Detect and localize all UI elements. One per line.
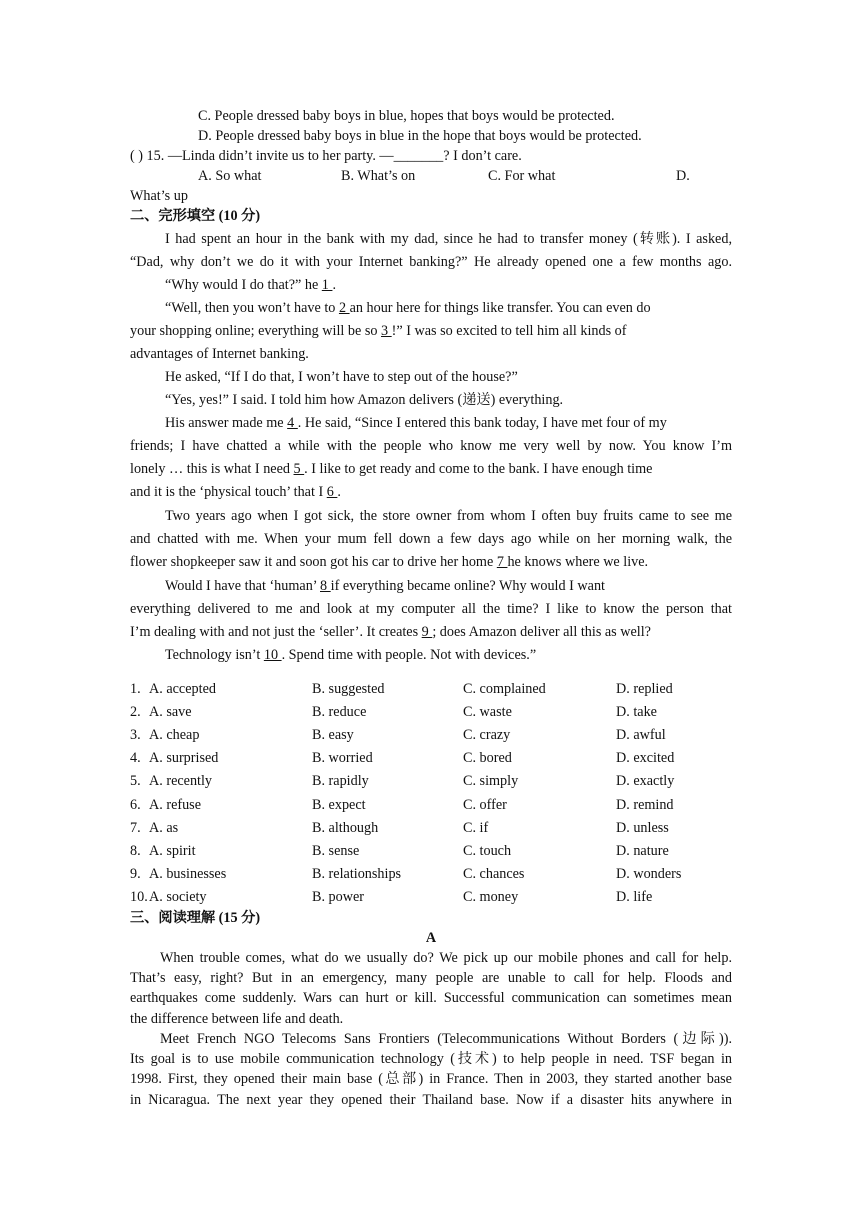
option-d: D. take <box>616 704 657 721</box>
option-row <box>130 679 732 699</box>
q15-stem: ( ) 15. —Linda didn’t invite us to her party. —_______? I don’t care. <box>130 148 522 164</box>
blank-7: 7 <box>496 554 508 570</box>
cloze-line: He asked, “If I do that, I won’t have to step out of the house?” <box>165 369 518 385</box>
blank-3: 3 <box>381 323 392 339</box>
option-d: D. awful <box>616 727 666 744</box>
cloze-line: lonely … this is what I need 5 . I like to get ready and come to the bank. I have enough time <box>130 461 653 477</box>
cloze-line: His answer made me 4 . He said, “Since I entered this bank today, I have met four of my <box>165 415 667 431</box>
blank-9: 9 <box>421 624 433 640</box>
cloze-line: and chatted with me. When your mum fell down a few days ago while on her morning walk, the <box>130 531 732 547</box>
blank-1: 1 <box>321 277 333 293</box>
option-c: C. bored <box>463 750 512 767</box>
reading-line: That’s easy, right? But in an emergency, many people are unable to call for help. Floods and <box>130 970 732 986</box>
option-number: 6. <box>130 796 141 813</box>
option-d: D. remind <box>616 796 674 813</box>
option-a: A. save <box>149 704 192 721</box>
q15-option-d: D. <box>676 168 690 184</box>
option-row <box>130 771 732 791</box>
reading-line: 1998. First, they opened their main base (总部) in France. Then in 2003, they started another base <box>130 1071 732 1087</box>
option-number: 10. <box>130 888 148 905</box>
cloze-line: Two years ago when I got sick, the store owner from whom I often buy fruits came to see me <box>165 508 732 524</box>
q15-option-b: B. What’s on <box>341 168 416 184</box>
option-c: C. if <box>463 819 489 836</box>
option-a: A. accepted <box>149 681 216 697</box>
cloze-line: I had spent an hour in the bank with my dad, since he had to transfer money (转账). I asked, <box>165 231 732 247</box>
blank-10: 10 <box>263 647 282 663</box>
q15-option-a: A. So what <box>198 168 262 184</box>
option-row <box>130 818 732 838</box>
option-a: A. society <box>149 888 207 905</box>
option-b: B. reduce <box>312 704 367 721</box>
option-c: C. complained <box>463 681 546 697</box>
option-c: C. crazy <box>463 727 511 744</box>
option-row <box>130 795 732 815</box>
q15-option-d-wrap: What’s up <box>130 188 188 204</box>
option-b: B. easy <box>312 727 354 744</box>
blank-8: 8 <box>320 578 331 594</box>
cloze-line: advantages of Internet banking. <box>130 346 309 362</box>
option-number: 7. <box>130 819 141 836</box>
cloze-line: everything delivered to me and look at my computer all the time? I like to know the person that <box>130 601 732 617</box>
option-d: D. exactly <box>616 773 675 790</box>
option-a: A. surprised <box>149 750 219 767</box>
q14-option-c: C. People dressed baby boys in blue, hopes that boys would be protected. <box>198 108 615 124</box>
option-row <box>130 841 732 861</box>
option-row <box>130 702 732 722</box>
cloze-line: and it is the ‘physical touch’ that I 6 . <box>130 484 341 500</box>
reading-line: earthquakes come suddenly. Wars can hurt or kill. Successful communication can sometimes mean <box>130 990 732 1006</box>
option-d: D. nature <box>616 842 669 859</box>
option-c: C. money <box>463 888 519 905</box>
option-row <box>130 748 732 768</box>
q14-option-d: D. People dressed baby boys in blue in the hope that boys would be protected. <box>198 128 642 144</box>
passage-label: A <box>425 930 437 946</box>
option-c: C. touch <box>463 842 512 859</box>
q15-option-c: C. For what <box>488 168 556 184</box>
option-c: C. chances <box>463 865 525 882</box>
option-number: 3. <box>130 727 141 744</box>
reading-line: in Nicaragua. The next year they opened their Thailand base. Now if a disaster hits anywhere in <box>130 1092 732 1108</box>
option-a: A. as <box>149 819 179 836</box>
option-b: B. suggested <box>312 681 385 697</box>
option-number: 8. <box>130 842 141 859</box>
option-d: D. replied <box>616 681 673 697</box>
cloze-line: flower shopkeeper saw it and soon got his car to drive her home 7 he knows where we live. <box>130 554 649 570</box>
option-a: A. recently <box>149 773 213 790</box>
cloze-line: “Yes, yes!” I said. I told him how Amazon delivers (递送) everything. <box>165 392 564 408</box>
option-c: C. waste <box>463 704 512 721</box>
reading-line: the difference between life and death. <box>130 1011 344 1027</box>
reading-line: Its goal is to use mobile communication technology (技术) to help people in need. TSF began in <box>130 1051 732 1067</box>
cloze-line: “Well, then you won’t have to 2 an hour here for things like transfer. You can even do <box>165 300 651 316</box>
option-a: A. businesses <box>149 865 227 882</box>
reading-line: Meet French NGO Telecoms Sans Frontiers (Telecommunications Without Borders (边际)). <box>160 1031 732 1047</box>
option-number: 9. <box>130 865 141 882</box>
option-number: 4. <box>130 750 141 767</box>
option-b: B. worried <box>312 750 373 767</box>
blank-6: 6 <box>326 484 338 500</box>
option-row <box>130 864 732 884</box>
option-b: B. rapidly <box>312 773 369 790</box>
reading-line: When trouble comes, what do we usually do? We pick up our mobile phones and call for help. <box>160 950 732 966</box>
option-c: C. simply <box>463 773 519 790</box>
option-row <box>130 887 732 907</box>
option-b: B. power <box>312 888 365 905</box>
option-b: B. expect <box>312 796 366 813</box>
blank-5: 5 <box>293 461 305 477</box>
option-number: 1. <box>130 681 141 697</box>
cloze-line: friends; I have chatted a while with the people who know me very well by now. You know I’m <box>130 438 732 454</box>
option-a: A. spirit <box>149 842 196 859</box>
option-c: C. offer <box>463 796 507 813</box>
cloze-line: I’m dealing with and not just the ‘seller’. It creates 9 ; does Amazon deliver all this as well? <box>130 624 651 640</box>
cloze-line: your shopping online; everything will be so 3 !” I was so excited to tell him all kinds of <box>130 323 627 339</box>
option-d: D. life <box>616 888 653 905</box>
option-b: B. relationships <box>312 865 402 882</box>
cloze-line: Technology isn’t 10 . Spend time with people. Not with devices.” <box>165 647 537 663</box>
option-d: D. wonders <box>616 865 682 882</box>
option-b: B. sense <box>312 842 360 859</box>
section3-heading: 三、阅读理解 (15 分) <box>130 910 261 926</box>
option-number: 5. <box>130 773 141 790</box>
blank-2: 2 <box>338 300 350 316</box>
cloze-line: “Dad, why don’t we do it with your Internet banking?” He already opened one a few months ago. <box>130 254 732 270</box>
blank-4: 4 <box>287 415 298 431</box>
option-a: A. refuse <box>149 796 201 813</box>
section2-heading: 二、完形填空 (10 分) <box>130 208 261 224</box>
option-d: D. excited <box>616 750 675 767</box>
option-d: D. unless <box>616 819 669 836</box>
option-b: B. although <box>312 819 379 836</box>
cloze-line: “Why would I do that?” he 1 . <box>165 277 336 293</box>
cloze-line: Would I have that ‘human’ 8 if everything became online? Why would I want <box>165 578 605 594</box>
option-number: 2. <box>130 704 141 721</box>
option-row <box>130 725 732 745</box>
option-a: A. cheap <box>149 727 200 744</box>
